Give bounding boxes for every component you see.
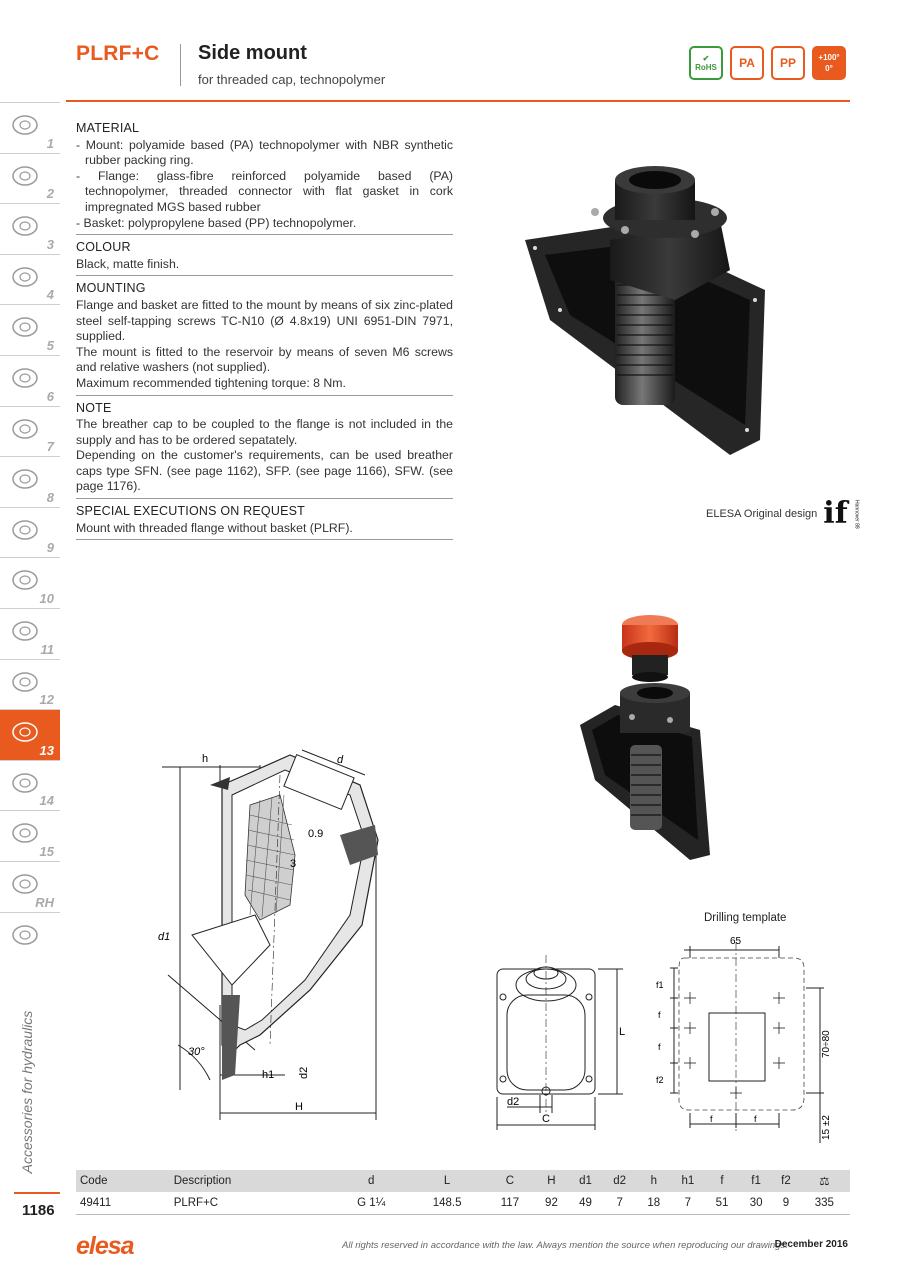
side-section-drawing	[150, 745, 390, 1120]
sidebar-item-2[interactable]	[0, 153, 60, 204]
col-d: d	[334, 1170, 409, 1192]
temperature-badge: +100° 0°	[812, 46, 846, 80]
handle-icon	[10, 264, 40, 290]
dim-d2-front-label: d2	[507, 1096, 520, 1108]
dim-C-label: C	[542, 1113, 550, 1125]
sidebar-item-number: 13	[39, 742, 54, 758]
drilling-template-drawing	[644, 928, 854, 1143]
sidebar-item-tools[interactable]	[0, 912, 60, 963]
col-C: C	[485, 1170, 534, 1192]
pp-badge: PP	[771, 46, 805, 80]
oil-cap-icon	[10, 719, 40, 745]
col-L: L	[409, 1170, 486, 1192]
caster-icon	[10, 770, 40, 796]
drill-f1-label: f1	[656, 980, 664, 990]
cell-L: 148.5	[409, 1192, 486, 1214]
sidebar-item-14[interactable]	[0, 760, 60, 811]
pa-badge: PA	[730, 46, 764, 80]
drill-65-label: 65	[730, 936, 742, 947]
cell-h: 18	[637, 1192, 671, 1214]
design-award	[706, 496, 860, 532]
mounting-paragraph: Maximum recommended tightening torque: 8 Nm.	[76, 375, 346, 390]
page-subtitle: for threaded cap, technopolymer	[198, 72, 386, 87]
colour-heading: COLOUR	[76, 240, 131, 255]
note-heading: NOTE	[76, 400, 112, 415]
dim-d-label: d	[337, 754, 344, 766]
sidebar-item-number: 8	[46, 489, 54, 505]
colour-section	[76, 240, 453, 276]
sidebar-item-number: 7	[46, 439, 54, 455]
cell-f1: 30	[739, 1192, 773, 1214]
special-body: Mount with threaded flange without basket (PLRF).	[76, 520, 353, 535]
colour-body: Black, matte finish.	[76, 256, 180, 271]
threaded-knob-icon	[10, 365, 40, 391]
note-section	[76, 401, 453, 500]
sidebar-item-number: 3	[46, 236, 54, 252]
handwheel-icon	[10, 112, 40, 138]
sidebar-item-number: 9	[46, 540, 54, 556]
special-heading: SPECIAL EXECUTIONS ON REQUEST	[76, 504, 305, 519]
eye-bolt-icon	[10, 517, 40, 543]
description-column	[76, 121, 453, 545]
table-row	[76, 1192, 850, 1214]
mounting-section	[76, 281, 453, 395]
edition-date: December 2016	[774, 1239, 848, 1250]
mounting-paragraph: The mount is fitted to the reservoir by means of seven M6 screws and relative washers (not supplied).	[76, 344, 453, 375]
mounting-heading: MOUNTING	[76, 281, 146, 296]
product-code: PLRF+C	[76, 42, 160, 65]
chapter-label: Accessories for hydraulics	[19, 1010, 35, 1174]
cell-f: 51	[705, 1192, 739, 1214]
col-f: f	[705, 1170, 739, 1192]
check-icon: ✔	[702, 54, 710, 63]
sidebar-item-5[interactable]	[0, 304, 60, 355]
col-d1: d1	[569, 1170, 603, 1192]
material-item: - Basket: polypropylene based (PP) technopolymer.	[76, 215, 357, 230]
sidebar-item-number: 4	[46, 287, 54, 303]
note-paragraph: The breather cap to be coupled to the flange is not included in the supply and has to be ordered sepatately.	[76, 417, 453, 447]
sidebar-item-number: 11	[40, 641, 54, 657]
product-photo-mount	[515, 160, 785, 455]
dim-L-label: L	[619, 1026, 626, 1038]
drill-f2-label: f2	[656, 1075, 664, 1085]
sidebar-item-number: 5	[46, 337, 54, 353]
sidebar-item-4[interactable]	[0, 254, 60, 305]
sidebar-item-1[interactable]	[0, 102, 60, 153]
material-badges	[689, 46, 846, 80]
drill-f-label-4: f	[754, 1114, 757, 1124]
col-d2: d2	[603, 1170, 637, 1192]
col-description: Description	[170, 1170, 334, 1192]
elesa-logo: elesa	[76, 1232, 134, 1260]
clamp-icon	[10, 416, 40, 442]
page-number: 1186	[22, 1202, 55, 1219]
sidebar-item-12[interactable]	[0, 659, 60, 710]
hinge-icon	[10, 618, 40, 644]
col-f1: f1	[739, 1170, 773, 1192]
drill-tol-label: 15 ±2	[821, 1115, 832, 1140]
knob-icon	[10, 163, 40, 189]
sidebar-item-8[interactable]	[0, 456, 60, 507]
cell-d1: 49	[569, 1192, 603, 1214]
header-rule	[66, 100, 850, 102]
dim-H-label: H	[295, 1101, 303, 1113]
sidebar-item-10[interactable]	[0, 557, 60, 608]
dimensions-table	[76, 1170, 850, 1215]
material-item: - Flange: glass-fibre reinforced polyamide based (PA) technopolymer, threaded connector with flat gasket in cork impregnated MGS based rubber	[76, 168, 453, 214]
award-label: ELESA Original design	[706, 508, 818, 521]
drill-f-label-2: f	[658, 1042, 661, 1052]
copyright-note: All rights reserved in accordance with the law. Always mention the source when reproducing our drawings.	[342, 1240, 788, 1251]
drilling-template-title: Drilling template	[704, 912, 787, 924]
front-view-drawing	[495, 955, 635, 1135]
sidebar-item-number: 14	[39, 793, 54, 809]
dim-angle-label: 30°	[188, 1046, 205, 1058]
drill-f-label-1: f	[658, 1010, 661, 1020]
if-logo: if	[823, 496, 848, 532]
col-h1: h1	[671, 1170, 705, 1192]
sidebar-item-6[interactable]	[0, 355, 60, 406]
dim-09-label: 0.9	[308, 828, 324, 840]
cell-description: PLRF+C	[170, 1192, 334, 1214]
grip-icon	[10, 314, 40, 340]
screw-icon	[10, 466, 40, 492]
leveling-foot-icon	[10, 567, 40, 593]
title-divider	[180, 44, 181, 86]
rh-handle-icon	[10, 871, 40, 897]
wrench-icon	[10, 922, 40, 948]
sidebar-item-number: 1	[46, 135, 54, 151]
material-heading: MATERIAL	[76, 121, 140, 135]
sidebar-item-number: 6	[46, 388, 54, 404]
page-number-rule	[14, 1192, 60, 1194]
dim-h-label: h	[202, 753, 209, 765]
sidebar-item-number: RH	[35, 894, 54, 910]
rohs-badge: ✔ RoHS	[689, 46, 723, 80]
sidebar-item-11[interactable]	[0, 608, 60, 659]
product-photo-with-cap	[570, 605, 720, 865]
cell-weight: 335	[799, 1192, 850, 1214]
dim-d1-label: d1	[158, 931, 171, 943]
col-H: H	[534, 1170, 568, 1192]
latch-icon	[10, 669, 40, 695]
cell-code: 49411	[76, 1192, 170, 1214]
sidebar-item-number: 10	[39, 590, 54, 606]
table-header-row	[76, 1170, 850, 1192]
drill-f-label-3: f	[710, 1114, 713, 1124]
page-title: Side mount	[198, 42, 307, 64]
chapter-sidebar	[0, 102, 60, 962]
sidebar-item-13[interactable]	[0, 709, 60, 760]
dim-d2-label: d2	[298, 1066, 310, 1079]
col-code: Code	[76, 1170, 170, 1192]
special-section	[76, 504, 453, 540]
dim-h1-label: h1	[262, 1069, 275, 1081]
material-item: - Mount: polyamide based (PA) technopolymer with NBR synthetic rubber packing ring.	[76, 137, 453, 168]
mounting-paragraph: Flange and basket are fitted to the mount by means of six zinc-plated steel self-tapping screws TC-N10 (Ø 4.8x19) UNI 6951-DIN 7971, supplied.	[76, 297, 453, 344]
note-paragraph: Depending on the customer's requirements, can be used breather caps type SFN. (see page 1162), SFP. (see page 1166), SFW. (see page 1176).	[76, 448, 453, 494]
sidebar-item-RH[interactable]	[0, 861, 60, 912]
cell-C: 117	[485, 1192, 534, 1214]
dim-3-label: 3	[290, 858, 297, 870]
sidebar-item-15[interactable]	[0, 810, 60, 861]
cell-h1: 7	[671, 1192, 705, 1214]
col-h: h	[637, 1170, 671, 1192]
award-year: Hannover 88	[853, 500, 860, 529]
sidebar-item-number: 12	[39, 692, 54, 708]
sidebar-item-3[interactable]	[0, 203, 60, 254]
cell-d: G 1¼	[334, 1192, 409, 1214]
material-section	[76, 121, 453, 235]
cell-d2: 7	[603, 1192, 637, 1214]
cell-H: 92	[534, 1192, 568, 1214]
sidebar-item-9[interactable]	[0, 507, 60, 558]
sidebar-item-number: 2	[46, 186, 54, 202]
col-f2: f2	[773, 1170, 799, 1192]
weight-icon: ⚖	[799, 1170, 850, 1192]
tube-clamp-icon	[10, 820, 40, 846]
sidebar-item-number: 15	[39, 843, 54, 859]
lever-icon	[10, 213, 40, 239]
drill-range-label: 70÷80	[821, 1030, 832, 1058]
sidebar-item-7[interactable]	[0, 406, 60, 457]
cell-f2: 9	[773, 1192, 799, 1214]
